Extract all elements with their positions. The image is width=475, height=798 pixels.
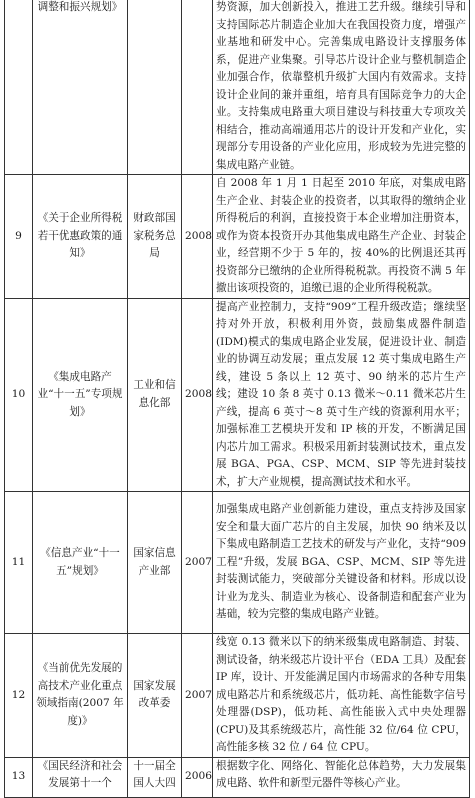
policy-content: 自 2008 年 1 月 1 日起至 2010 年底，对集成电路生产企业、封装企业的投资者，以其取得的缴纳企业所得税后的利润，直接投资于本企业增加注册资本，或作为资本投资开办其他集成电路生产企业、封装企业，经营期不少于 5 年的，按 40%的比例退还其再投资部分已缴纳的企业所得税税款。再投资不满 5 年撤出该项投资的，追缴已退的企业所得税税款。 [213, 175, 470, 299]
policy-content: 提高产业控制力，支持“909”工程升级改造；继续坚持对外开放，积极利用外资，鼓励集成器件制造(IDM)模式的集成电路企业发展，促进设计业、制造业的协调互动发展；重点发展 12 英寸集成电路生产线，建设 5 条以上 12 英寸、90 纳米的芯片生产线；建设 10 条 8 英寸 0.13 微米～0.11 微米芯片生产线，提高 6 英寸～8 英寸生产线的资源利用水平；加强标准工艺模块开发和 IP 核的开发，不断满足国内芯片加工需求。积极采用新封装测试技术，重点发展 BGA、PGA、CSP、MCM、SIP 等先进封装技术，扩大产业规模，提高测试技术和水平。 [213, 298, 470, 492]
issue-year: 2008 [182, 175, 213, 299]
issuing-department: 十一届全国人大四 [128, 757, 182, 797]
row-number: 12 [5, 634, 33, 758]
policy-name: 调整和振兴规划》 [33, 0, 128, 175]
issue-year: 2008 [182, 298, 213, 492]
policy-name: 《信息产业“十一五”规划》 [33, 492, 128, 634]
issue-year: 2007 [182, 492, 213, 634]
policy-name: 《国民经济和社会发展第十一个 [33, 757, 128, 797]
policy-content: 加强集成电路产业创新能力建设，重点支持涉及国家安全和量大面广芯片的自主发展，加快 90 纳米及以下集成电路制造工艺技术的研发与产业化，支持“909 工程”升级，发展 BGA、CSP、MCM、SIP 等先进封装测试能力，突破部分关键设备和材料。形成以设计业为龙头、制造业为核心、设备制造和配套产业为基础，较为完整的集成电路产业链。 [213, 492, 470, 634]
row-number: 13 [5, 757, 33, 797]
row-number [5, 0, 33, 175]
policy-name: 《集成电路产业“十一五”专项规划》 [33, 298, 128, 492]
table-row [5, 0, 470, 175]
policy-content: 线宽 0.13 微米以下的纳米级集成电路制造、封装、测试设备，纳米级芯片设计平台（EDA 工具）及配套 IP 库，设计、开发能满足国内市场需求的各种专用集成电路芯片和系统级芯片，低功耗、高性能数字信号处理器(DSP)，低功耗、高性能嵌入式中央处理器(CPU)及其系统级芯片，高性能 32 位/64 位 CPU，高性能多核 32 位 / 64 位 CPU。 [213, 634, 470, 758]
policy-name: 《关于企业所得税若干优惠政策的通知》 [33, 175, 128, 299]
policy-content: 根据数字化、网络化、智能化总体趋势，大力发展集成电路、软件和新型元器件等核心产业。 [213, 757, 470, 797]
issue-year: 2006 [182, 757, 213, 797]
table-row [5, 492, 470, 634]
table-row [5, 298, 470, 492]
table-row [5, 175, 470, 299]
issuing-department [128, 0, 182, 175]
issuing-department: 国家信息产业部 [128, 492, 182, 634]
table-row [5, 757, 470, 797]
issuing-department: 财政部国家税务总局 [128, 175, 182, 299]
issue-year: 2007 [182, 634, 213, 758]
issue-year [182, 0, 213, 175]
policy-name: 《当前优先发展的高技术产业化重点领域指南(2007 年度)》 [33, 634, 128, 758]
issuing-department: 工业和信息化部 [128, 298, 182, 492]
policy-table [4, 0, 470, 798]
table-row [5, 634, 470, 758]
row-number: 11 [5, 492, 33, 634]
policy-content: 势资源，加大创新投入，推进工艺升级。继续引导和支持国际芯片制造企业加大在我国投资力度，增强产业基地和研发中心。完善集成电路设计支撑服务体系，促进产业集聚。引导芯片设计企业与整机制造企业加强合作，依靠整机升级扩大国内有效需求。支持设计企业间的兼并重组，培育具有国际竞争力的大企业。支持集成电路重大项目建设与科技重大专项攻关相结合，推动高端通用芯片的设计开发和产业化，实现部分专用设备的产业化应用，形成较为先进完整的集成电路产业链。 [213, 0, 470, 175]
row-number: 10 [5, 298, 33, 492]
row-number: 9 [5, 175, 33, 299]
issuing-department: 国家发展改革委 [128, 634, 182, 758]
